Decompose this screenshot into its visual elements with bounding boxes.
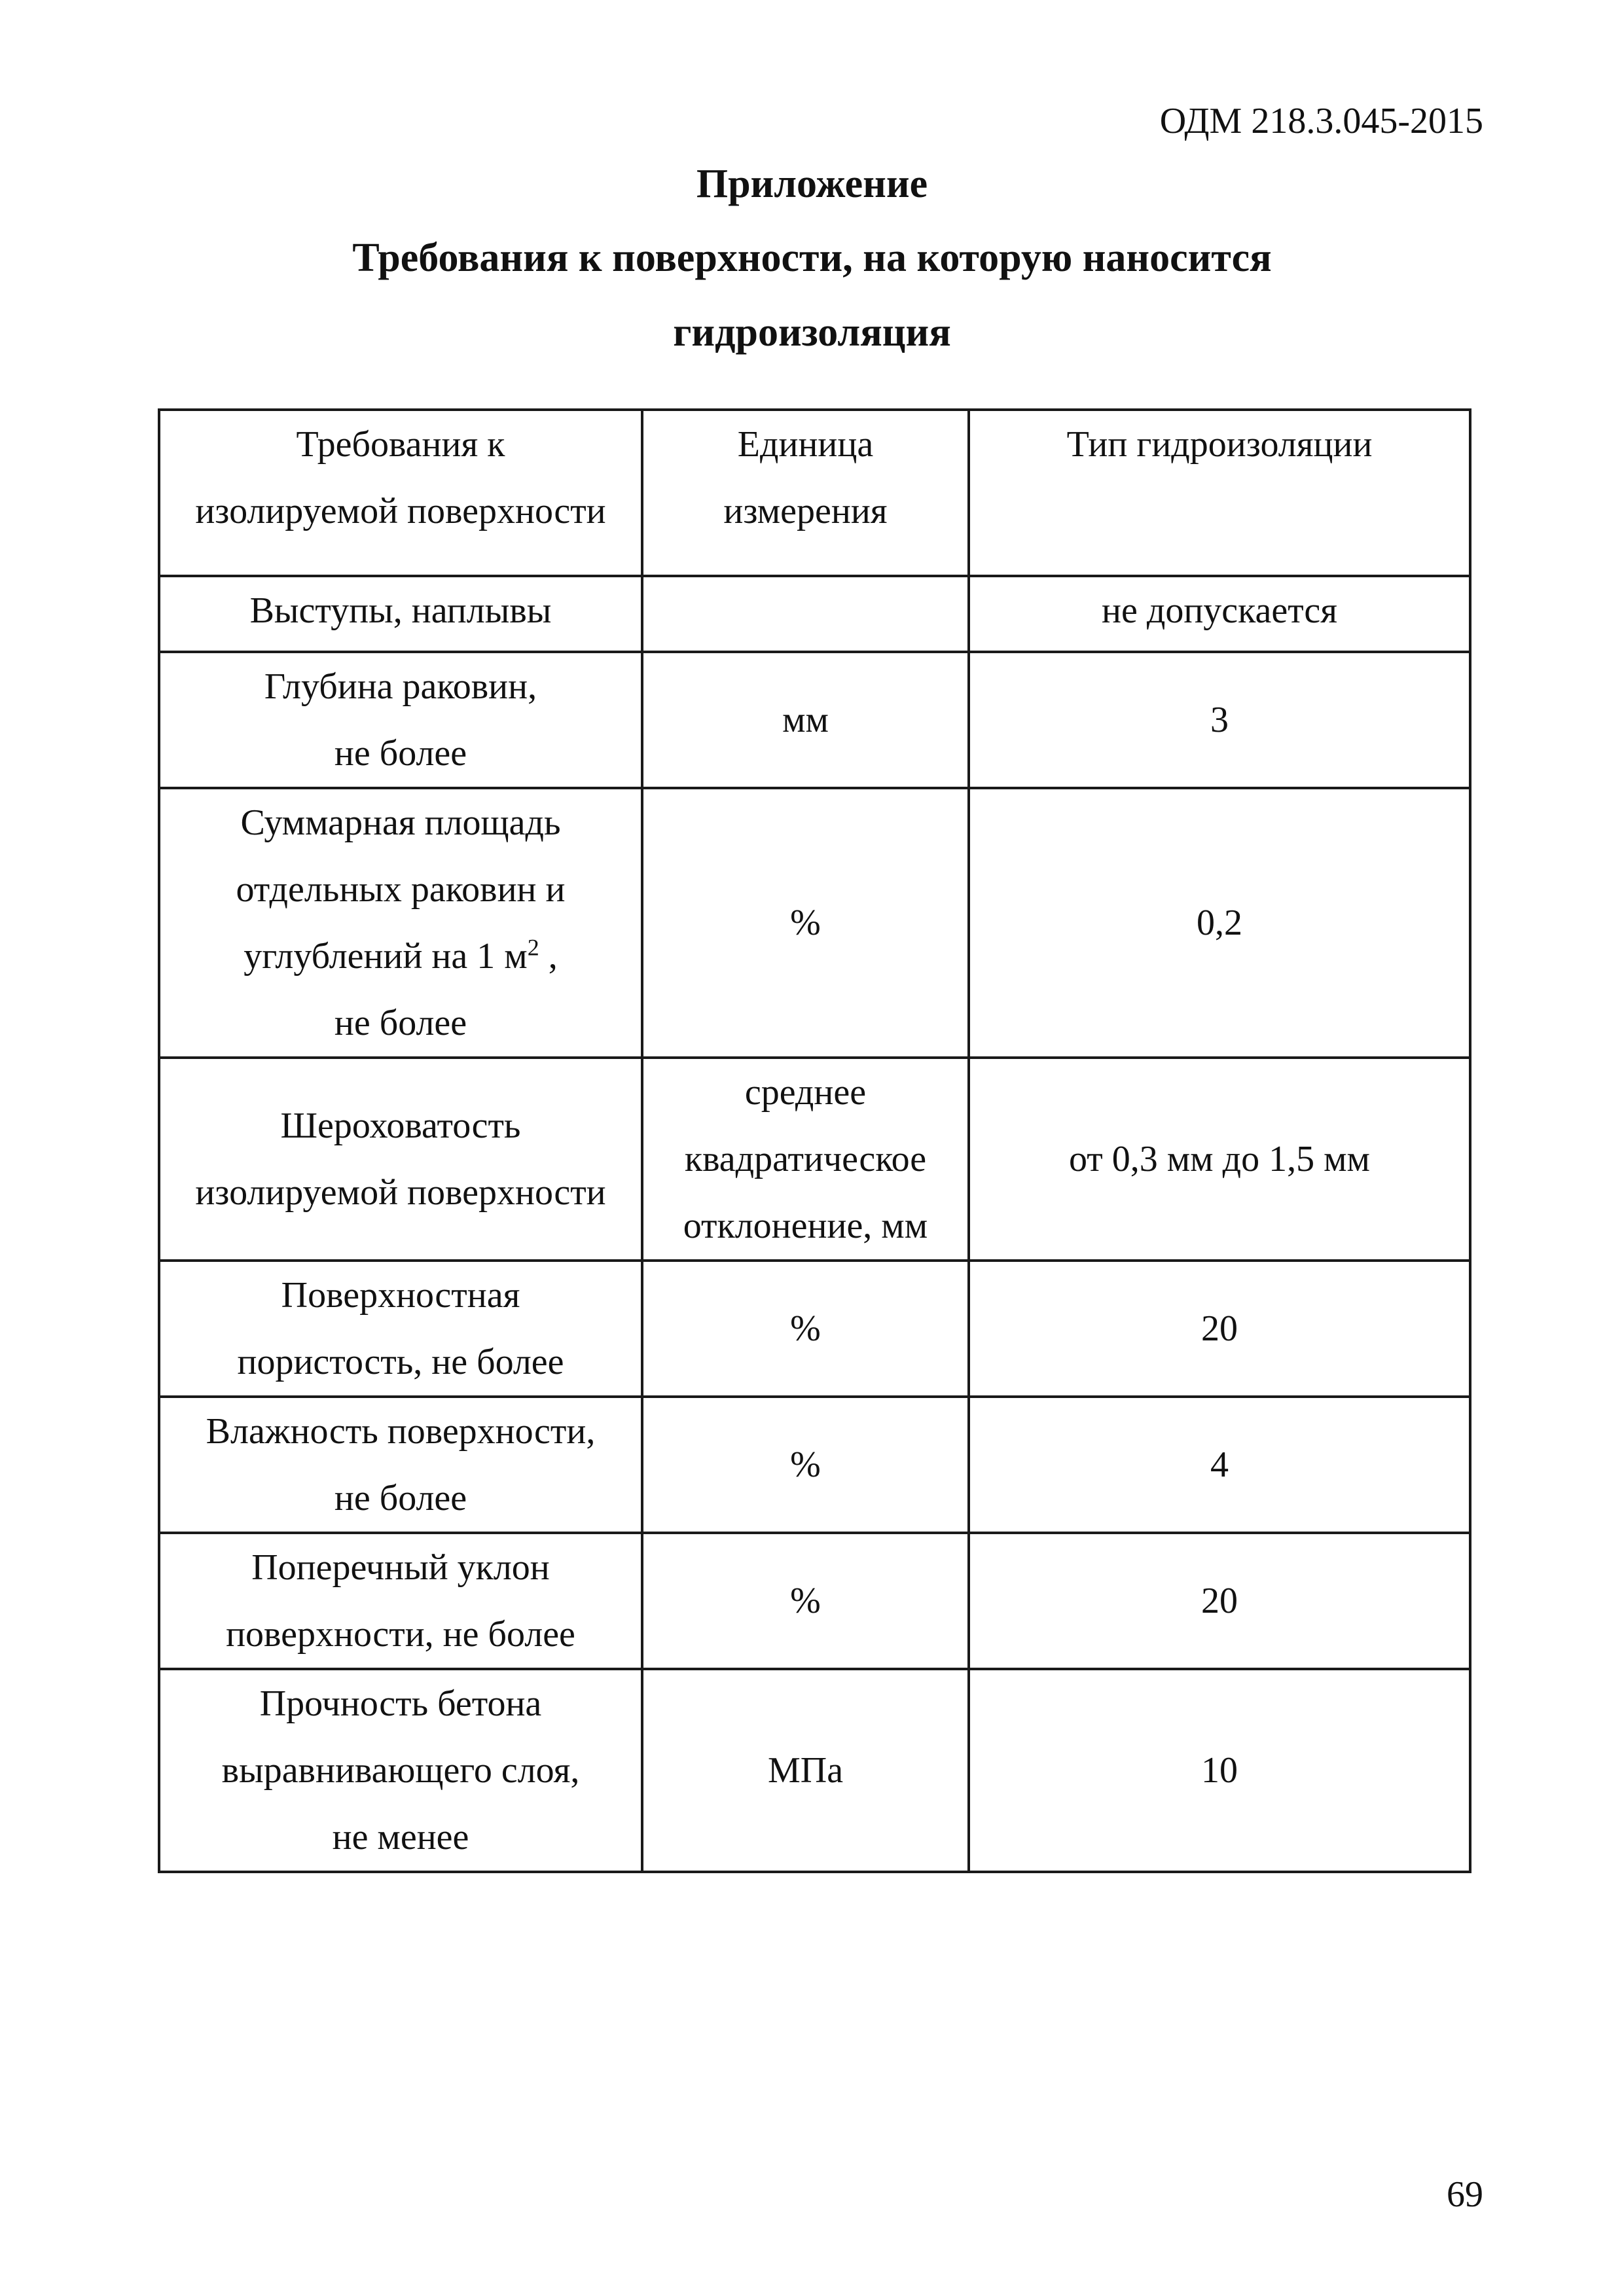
- superscript: 2: [527, 934, 539, 961]
- cell-text-line: Прочность бетона: [259, 1683, 542, 1724]
- cell-requirement: [159, 1397, 642, 1533]
- cell-text: ,: [539, 936, 558, 977]
- table-row: [159, 652, 1470, 788]
- cell-text-line: не более: [334, 1003, 467, 1043]
- cell-text-line: 10: [1201, 1750, 1238, 1791]
- cell-requirement: [159, 652, 642, 788]
- cell-text-line: Поверхностная: [281, 1275, 520, 1316]
- cell-text-line: пористость, не более: [237, 1342, 564, 1382]
- cell-text-line: среднее: [744, 1072, 867, 1113]
- cell-text-line: [167, 923, 634, 990]
- cell-text-line: Глубина раковин,: [264, 666, 537, 707]
- cell-requirement: [159, 1261, 642, 1397]
- cell-text-line: %: [790, 903, 821, 943]
- cell-requirement: [159, 1669, 642, 1872]
- cell-text-line: не менее: [332, 1817, 469, 1857]
- cell-text-line: отдельных раковин и: [236, 869, 566, 910]
- table-row: [159, 1058, 1470, 1261]
- cell-value: [969, 1261, 1470, 1397]
- appendix-heading: Приложение: [696, 162, 928, 206]
- cell-text-line: 20: [1201, 1581, 1238, 1621]
- cell-unit: [642, 1397, 969, 1533]
- cell-text-line: МПа: [767, 1750, 844, 1791]
- cell-text-line: 20: [1201, 1308, 1238, 1349]
- header-text-line: изолируемой поверхности: [195, 491, 606, 531]
- cell-text-line: 0,2: [1197, 903, 1242, 943]
- cell-text: углублений на 1 м: [244, 936, 528, 977]
- cell-unit: [642, 576, 969, 652]
- table-row: [159, 1533, 1470, 1669]
- cell-text-line: %: [790, 1444, 821, 1485]
- cell-text-line: квадратическое: [684, 1139, 927, 1179]
- cell-text-line: 4: [1210, 1444, 1229, 1485]
- cell-requirement: [159, 576, 642, 652]
- header-text-line: Требования к: [296, 424, 505, 465]
- table-row: [159, 576, 1470, 652]
- cell-value: [969, 576, 1470, 652]
- cell-value: [969, 1533, 1470, 1669]
- header-cell-requirements: [159, 410, 642, 576]
- cell-requirement: [159, 1533, 642, 1669]
- cell-text-line: Влажность поверхности,: [206, 1411, 596, 1452]
- table-row: [159, 1397, 1470, 1533]
- cell-text-line: отклонение, мм: [683, 1206, 928, 1246]
- cell-value: [969, 788, 1470, 1058]
- table-row: [159, 1261, 1470, 1397]
- cell-text-line: не допускается: [1102, 590, 1337, 631]
- table-row: [159, 1669, 1470, 1872]
- cell-text-line: Шероховатость: [280, 1105, 521, 1146]
- cell-unit: [642, 1669, 969, 1872]
- cell-unit: [642, 1261, 969, 1397]
- cell-text-line: от 0,3 мм до 1,5 мм: [1069, 1139, 1370, 1179]
- cell-text-line: Суммарная площадь: [240, 802, 561, 843]
- cell-text-line: %: [790, 1581, 821, 1621]
- cell-text-line: выравнивающего слоя,: [221, 1750, 580, 1791]
- header-cell-unit: [642, 410, 969, 576]
- cell-text-line: изолируемой поверхности: [195, 1172, 606, 1213]
- cell-text-line: Поперечный уклон: [251, 1547, 550, 1588]
- requirements-table: [158, 408, 1471, 1873]
- header-cell-type: [969, 410, 1470, 576]
- cell-value: [969, 1058, 1470, 1261]
- cell-value: [969, 652, 1470, 788]
- cell-text-line: 3: [1210, 700, 1229, 740]
- page-number: 69: [1447, 2174, 1483, 2215]
- cell-unit: [642, 652, 969, 788]
- cell-value: [969, 1397, 1470, 1533]
- cell-unit: [642, 1058, 969, 1261]
- document-code: ОДМ 218.3.045-2015: [1159, 101, 1483, 141]
- cell-unit: [642, 788, 969, 1058]
- header-text-line: Единица: [737, 424, 874, 465]
- header-text-line: Тип гидроизоляции: [1066, 424, 1373, 465]
- table-row: [159, 788, 1470, 1058]
- cell-unit: [642, 1533, 969, 1669]
- cell-text-line: мм: [782, 700, 829, 740]
- cell-text-line: Выступы, наплывы: [249, 590, 552, 631]
- cell-requirement: [159, 1058, 642, 1261]
- cell-text-line: поверхности, не более: [226, 1614, 575, 1655]
- table-header-row: [159, 410, 1470, 576]
- cell-text-line: %: [790, 1308, 821, 1349]
- cell-text-line: не более: [334, 733, 467, 774]
- cell-requirement: [159, 788, 642, 1058]
- cell-value: [969, 1669, 1470, 1872]
- cell-text-line: не более: [334, 1478, 467, 1518]
- title-line-2: гидроизоляция: [673, 310, 951, 355]
- header-text-line: измерения: [723, 491, 888, 531]
- title-line-1: Требования к поверхности, на которую наносится: [352, 236, 1272, 280]
